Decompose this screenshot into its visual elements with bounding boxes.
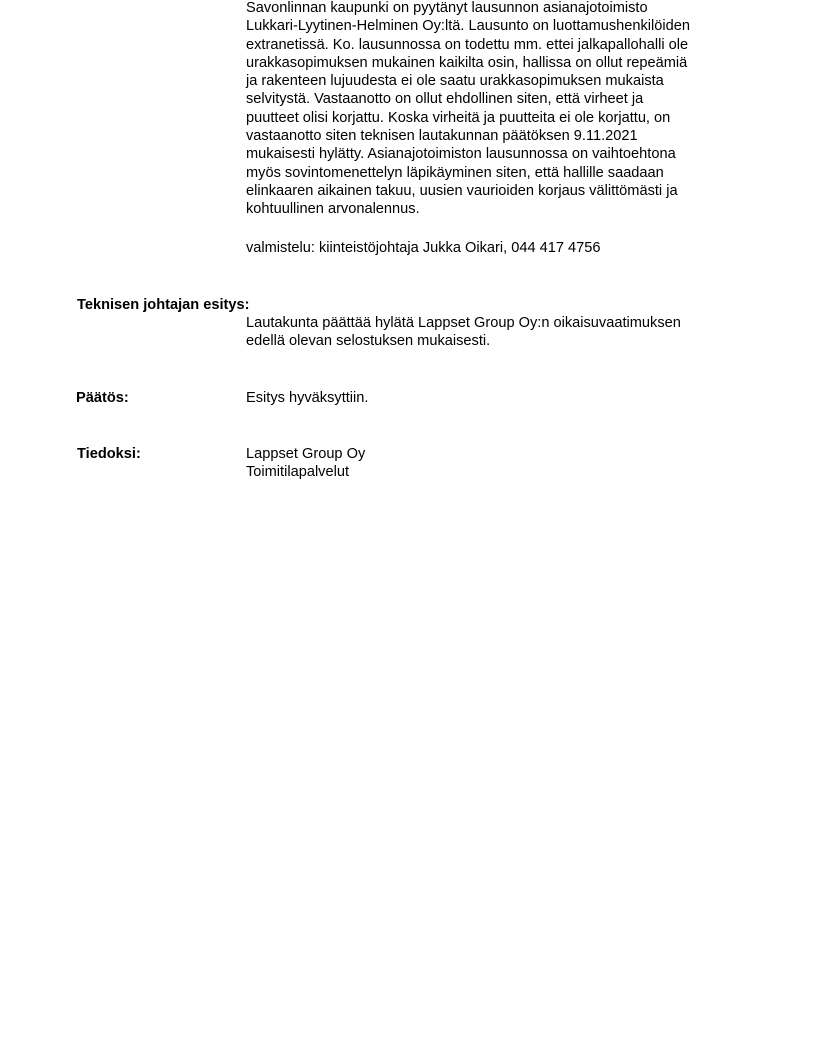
notice-label: Tiedoksi: <box>77 446 141 462</box>
notice-recipients <box>246 445 746 482</box>
decision-label: Päätös: <box>76 390 129 406</box>
paragraph-line: urakkasopimuksen mukainen kaikilta osin, hallissa on ollut repeämiä <box>246 54 688 71</box>
paragraph-line: Savonlinnan kaupunki on pyytänyt lausunnon asianajotoimisto <box>246 0 648 16</box>
notice-recipient: Toimitilapalvelut <box>246 464 350 481</box>
proposal-text <box>246 314 746 351</box>
proposal-label: Teknisen johtajan esitys: <box>77 297 250 313</box>
paragraph-line: puutteet olisi korjattu. Koska virheitä ja puutteita ei ole korjattu, on <box>246 109 671 126</box>
notice-recipient: Lappset Group Oy <box>246 446 366 462</box>
paragraph-line: vastaanotto siten teknisen lautakunnan päätöksen 9.11.2021 <box>246 128 638 145</box>
paragraph-line: ja rakenteen lujuudesta ei ole saatu urakkasopimuksen mukaista <box>246 73 664 90</box>
paragraph-line: kohtuullinen arvonalennus. <box>246 201 420 218</box>
proposal-line: edellä olevan selostuksen mukaisesti. <box>246 333 491 350</box>
main-paragraph <box>246 0 746 219</box>
paragraph-line: Lukkari-Lyytinen-Helminen Oy:ltä. Lausunto on luottamushenkilöiden <box>246 18 691 35</box>
proposal-line: Lautakunta päättää hylätä Lappset Group Oy:n oikaisuvaatimuksen <box>246 315 681 331</box>
paragraph-line: selvitystä. Vastaanotto on ollut ehdollinen siten, että virheet ja <box>246 91 644 108</box>
paragraph-line: elinkaaren aikainen takuu, uusien vaurioiden korjaus välittömästi ja <box>246 182 678 199</box>
paragraph-line: myös sovintomenettelyn läpikäyminen siten, että hallille saadaan <box>246 164 664 181</box>
decision-text: Esitys hyväksyttiin. <box>246 390 369 406</box>
paragraph-line: mukaisesti hylätty. Asianajotoimiston lausunnossa on vaihtoehtona <box>246 146 676 163</box>
paragraph-line: extranetissä. Ko. lausunnossa on todettu mm. ettei jalkapallohalli ole <box>246 36 689 53</box>
preparer-line: valmistelu: kiinteistöjohtaja Jukka Oikari, 044 417 4756 <box>246 240 601 256</box>
